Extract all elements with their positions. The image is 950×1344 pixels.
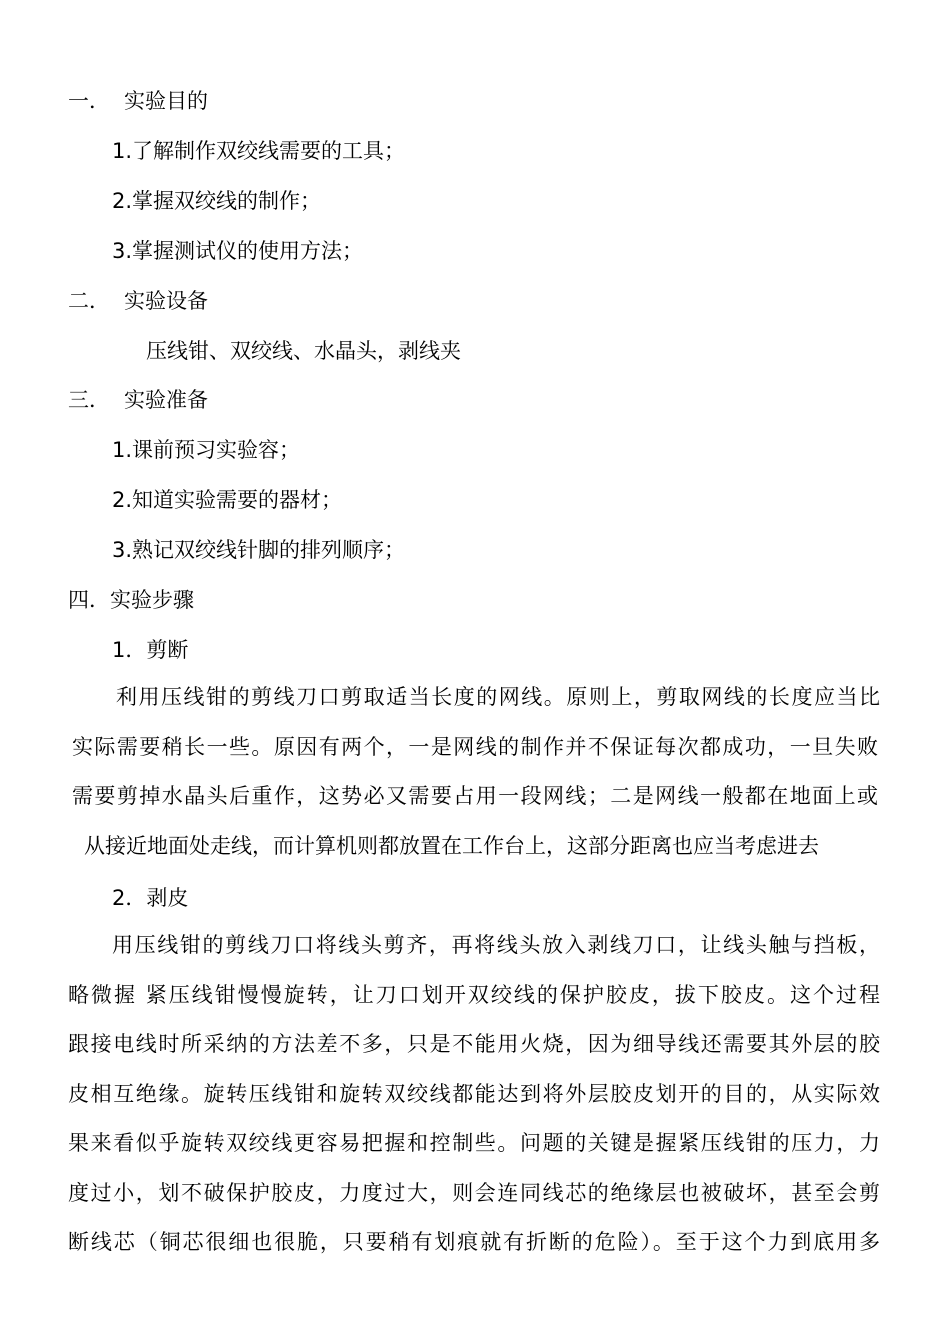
paragraph-line: 断线芯（铜芯很细也很脆，只要稍有划痕就有折断的危险）。至于这个力到底用多 xyxy=(68,1230,880,1254)
section-3-item: 3.熟记双绞线针脚的排列顺序； xyxy=(112,538,406,562)
section-1-item: 3.掌握测试仪的使用方法； xyxy=(112,239,364,263)
section-3-title: 实验准备 xyxy=(124,388,208,412)
section-1-item: 1.了解制作双绞线需要的工具； xyxy=(112,139,406,163)
section-3-heading xyxy=(68,385,208,415)
section-2-title: 实验设备 xyxy=(124,289,208,313)
section-2-text: 压线钳、双绞线、水晶头，剥线夹 xyxy=(146,339,461,363)
step-1-paragraph xyxy=(68,673,880,871)
section-4-heading: 四．实验步骤 xyxy=(68,588,194,612)
paragraph-line: 需要剪掉水晶头后重作，这势必又需要占用一段网线；二是网线一般都在地面上或 xyxy=(72,784,878,808)
step-2-title: 2．剥皮 xyxy=(112,886,189,910)
step-1-title: 1．剪断 xyxy=(112,638,189,662)
paragraph-line: 果来看似乎旋转双绞线更容易把握和控制些。问题的关键是握紧压线钳的压力，力 xyxy=(68,1131,880,1155)
paragraph-line: 略微握 紧压线钳慢慢旋转，让刀口划开双绞线的保护胶皮，拔下胶皮。这个过程 xyxy=(68,982,880,1007)
section-3-number: 三． xyxy=(68,388,110,412)
step-2-paragraph xyxy=(68,921,880,1268)
paragraph-line: 皮相互绝缘。旋转压线钳和旋转双绞线都能达到将外层胶皮划开的目的，从实际效 xyxy=(68,1081,880,1106)
section-1-number: 一． xyxy=(68,89,110,113)
paragraph-line: 用压线钳的剪线刀口将线头剪齐，再将线头放入剥线刀口，让线头触与挡板， xyxy=(112,933,880,957)
section-1-item: 2.掌握双绞线的制作； xyxy=(112,189,322,213)
paragraph-line: 度过小，划不破保护胶皮，力度过大，则会连同线芯的绝缘层也被破坏，甚至会剪 xyxy=(68,1180,880,1205)
section-2-heading xyxy=(68,286,208,316)
section-3-item: 1.课前预习实验容； xyxy=(112,438,301,462)
section-1-title: 实验目的 xyxy=(124,89,208,113)
section-3-item: 2.知道实验需要的器材； xyxy=(112,488,343,512)
section-2-number: 二． xyxy=(68,289,110,313)
paragraph-line: 实际需要稍长一些。原因有两个，一是网线的制作并不保证每次都成功，一旦失败 xyxy=(72,734,878,759)
section-1-heading xyxy=(68,86,208,116)
paragraph-line: 利用压线钳的剪线刀口剪取适当长度的网线。原则上，剪取网线的长度应当比 xyxy=(116,685,880,709)
paragraph-line: 从接近地面处走线，而计算机则都放置在工作台上，这部分距离也应当考虑进去 xyxy=(84,833,819,858)
paragraph-line: 跟接电线时所采纳的方法差不多，只是不能用火烧，因为细导线还需要其外层的胶 xyxy=(68,1032,880,1056)
